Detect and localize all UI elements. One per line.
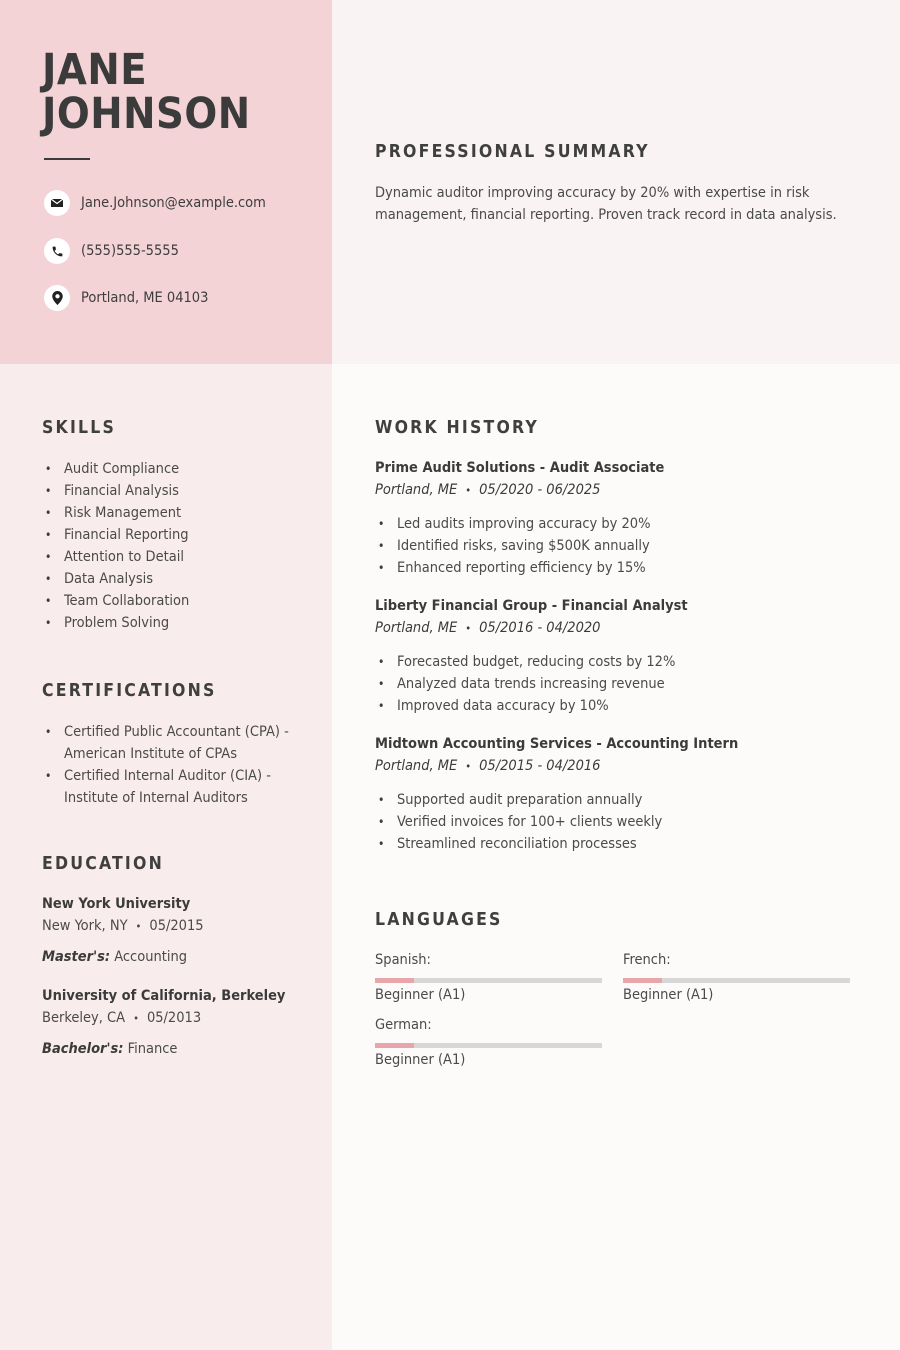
- skills-list: [42, 458, 189, 634]
- job-location: Portland, ME: [375, 620, 458, 636]
- list-item: • Enhanced reporting efficiency by 15%: [375, 557, 651, 579]
- list-item: • Problem Solving: [42, 612, 189, 634]
- first-name: JANE: [42, 45, 148, 95]
- language-level: Beginner (A1): [623, 987, 714, 1003]
- contact-phone: [44, 238, 179, 264]
- language-name: German:: [375, 1017, 432, 1033]
- degree-type: Bachelor's:: [42, 1041, 124, 1057]
- language-bar: [623, 978, 850, 983]
- education-school: New York University: [42, 896, 191, 912]
- list-item: • Risk Management: [42, 502, 189, 524]
- education-meta: New York, NY • 05/2015: [42, 918, 204, 934]
- job-heading: Prime Audit Solutions - Audit Associate: [375, 460, 665, 476]
- email-text[interactable]: Jane.Johnson@example.com: [81, 195, 266, 211]
- summary-heading: PROFESSIONAL SUMMARY: [375, 142, 650, 162]
- education-degree: [42, 949, 187, 965]
- job-bullets: [375, 651, 675, 717]
- envelope-icon: [44, 190, 70, 216]
- list-item: • Certified Public Accountant (CPA) - American Institute of CPAs: [42, 721, 302, 765]
- candidate-name: [42, 45, 251, 139]
- job-location: Portland, ME: [375, 758, 458, 774]
- language-name: French:: [623, 952, 671, 968]
- list-item: • Forecasted budget, reducing costs by 12%: [375, 651, 675, 673]
- job-location: Portland, ME: [375, 482, 458, 498]
- job-dates: 05/2015 - 04/2016: [479, 758, 601, 774]
- job-bullets: [375, 513, 651, 579]
- list-item: • Audit Compliance: [42, 458, 189, 480]
- job-meta: Portland, ME • 05/2020 - 06/2025: [375, 482, 601, 498]
- degree-type: Master's:: [42, 949, 111, 965]
- language-bar-fill: [375, 978, 414, 983]
- job-heading: Midtown Accounting Services - Accounting Intern: [375, 736, 739, 752]
- education-location: New York, NY: [42, 918, 128, 934]
- education-date: 05/2013: [146, 1010, 202, 1026]
- education-degree: [42, 1041, 177, 1057]
- list-item: • Certified Internal Auditor (CIA) - Institute of Internal Auditors: [42, 765, 302, 809]
- list-item: • Financial Analysis: [42, 480, 189, 502]
- phone-text: (555)555-5555: [81, 243, 179, 259]
- degree-field: Accounting: [114, 949, 188, 965]
- job-bullets: [375, 789, 662, 855]
- list-item: • Analyzed data trends increasing revenue: [375, 673, 675, 695]
- education-heading: EDUCATION: [42, 854, 164, 874]
- language-level: Beginner (A1): [375, 1052, 466, 1068]
- education-school: University of California, Berkeley: [42, 988, 286, 1004]
- skills-heading: SKILLS: [42, 418, 116, 438]
- list-item: • Team Collaboration: [42, 590, 189, 612]
- language-bar-fill: [623, 978, 662, 983]
- map-pin-icon: [44, 285, 70, 311]
- certifications-heading: CERTIFICATIONS: [42, 681, 217, 701]
- education-date: 05/2015: [149, 918, 204, 934]
- education-meta: Berkeley, CA • 05/2013: [42, 1010, 202, 1026]
- contact-email: [44, 190, 266, 216]
- location-text: Portland, ME 04103: [81, 290, 209, 306]
- name-divider: [44, 158, 90, 160]
- list-item: • Verified invoices for 100+ clients weekly: [375, 811, 662, 833]
- list-item: • Led audits improving accuracy by 20%: [375, 513, 651, 535]
- list-item: • Data Analysis: [42, 568, 189, 590]
- language-bar-fill: [375, 1043, 414, 1048]
- list-item: • Improved data accuracy by 10%: [375, 695, 675, 717]
- last-name: JOHNSON: [42, 89, 251, 139]
- degree-field: Finance: [127, 1041, 178, 1057]
- job-meta: Portland, ME • 05/2016 - 04/2020: [375, 620, 601, 636]
- job-heading: Liberty Financial Group - Financial Analyst: [375, 598, 688, 614]
- language-bar: [375, 978, 602, 983]
- list-item: • Attention to Detail: [42, 546, 189, 568]
- job-dates: 05/2016 - 04/2020: [479, 620, 601, 636]
- job-dates: 05/2020 - 06/2025: [479, 482, 601, 498]
- summary-text: Dynamic auditor improving accuracy by 20% with expertise in risk management, financial reporting. Proven track record in data analysis.: [375, 185, 837, 223]
- language-level: Beginner (A1): [375, 987, 466, 1003]
- certifications-list: [42, 721, 302, 809]
- list-item: • Financial Reporting: [42, 524, 189, 546]
- list-item: • Supported audit preparation annually: [375, 789, 662, 811]
- main-panel: [332, 364, 900, 1350]
- language-bar: [375, 1043, 602, 1048]
- phone-icon: [44, 238, 70, 264]
- contact-location: [44, 285, 208, 311]
- work-history-heading: WORK HISTORY: [375, 418, 540, 438]
- language-name: Spanish:: [375, 952, 431, 968]
- list-item: • Identified risks, saving $500K annually: [375, 535, 651, 557]
- education-location: Berkeley, CA: [42, 1010, 126, 1026]
- list-item: • Streamlined reconciliation processes: [375, 833, 662, 855]
- job-meta: Portland, ME • 05/2015 - 04/2016: [375, 758, 601, 774]
- languages-heading: LANGUAGES: [375, 910, 503, 930]
